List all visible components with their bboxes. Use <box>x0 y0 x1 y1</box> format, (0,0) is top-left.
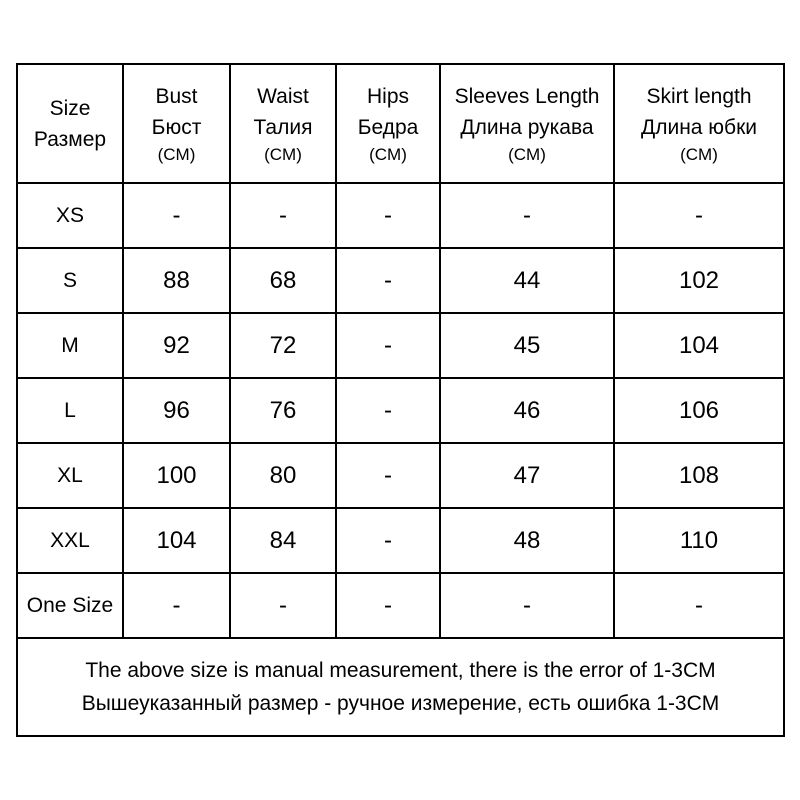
bust-value: - <box>123 183 230 248</box>
header-hips-en: Hips <box>366 84 409 108</box>
hips-value: - <box>336 508 440 573</box>
header-bust <box>123 65 230 183</box>
sleeves-value: 47 <box>440 443 614 508</box>
skirt-value: 106 <box>614 378 783 443</box>
size-chart <box>16 63 785 737</box>
table-row <box>18 313 783 378</box>
header-skirt-ru: Длина юбки <box>640 115 757 139</box>
size-label: M <box>18 313 123 378</box>
bust-value: - <box>123 573 230 638</box>
table-row <box>18 508 783 573</box>
size-label: L <box>18 378 123 443</box>
size-label: One Size <box>18 573 123 638</box>
header-hips <box>336 65 440 183</box>
header-size-en: Size <box>49 96 91 120</box>
table-row <box>18 443 783 508</box>
measurement-note <box>18 637 783 735</box>
size-label: XL <box>18 443 123 508</box>
header-bust-en: Bust <box>155 84 198 108</box>
bust-value: 96 <box>123 378 230 443</box>
waist-value: - <box>230 183 336 248</box>
sleeves-value: - <box>440 183 614 248</box>
hips-value: - <box>336 443 440 508</box>
waist-value: 76 <box>230 378 336 443</box>
skirt-value: - <box>614 183 783 248</box>
header-sleeves-en: Sleeves Length <box>454 84 600 108</box>
header-waist-unit: (CM) <box>264 144 302 164</box>
hips-value: - <box>336 183 440 248</box>
bust-value: 88 <box>123 248 230 313</box>
header-skirt-unit: (CM) <box>680 144 718 164</box>
table-row <box>18 573 783 638</box>
table-row <box>18 183 783 248</box>
header-size <box>18 65 123 183</box>
header-skirt-en: Skirt length <box>646 84 752 108</box>
bust-value: 100 <box>123 443 230 508</box>
bust-value: 104 <box>123 508 230 573</box>
skirt-value: 102 <box>614 248 783 313</box>
skirt-value: 108 <box>614 443 783 508</box>
waist-value: 84 <box>230 508 336 573</box>
header-bust-unit: (CM) <box>157 144 196 164</box>
header-hips-unit: (CM) <box>369 144 407 164</box>
sleeves-value: 48 <box>440 508 614 573</box>
size-label: S <box>18 248 123 313</box>
waist-value: 72 <box>230 313 336 378</box>
header-skirt-length <box>614 65 783 183</box>
sleeves-value: 45 <box>440 313 614 378</box>
header-waist <box>230 65 336 183</box>
header-waist-en: Waist <box>257 84 309 108</box>
waist-value: - <box>230 573 336 638</box>
header-hips-ru: Бедра <box>357 115 419 139</box>
table-row <box>18 248 783 313</box>
size-label: XS <box>18 183 123 248</box>
size-table <box>18 65 783 639</box>
sleeves-value: 46 <box>440 378 614 443</box>
header-waist-ru: Талия <box>253 115 313 139</box>
waist-value: 68 <box>230 248 336 313</box>
bust-value: 92 <box>123 313 230 378</box>
size-label: XXL <box>18 508 123 573</box>
skirt-value: 110 <box>614 508 783 573</box>
header-row <box>18 65 783 183</box>
header-sleeves-ru: Длина рукава <box>460 115 594 139</box>
note-english: The above size is manual measurement, there is the error of 1-3CM <box>85 659 716 682</box>
hips-value: - <box>336 313 440 378</box>
waist-value: 80 <box>230 443 336 508</box>
skirt-value: - <box>614 573 783 638</box>
sleeves-value: - <box>440 573 614 638</box>
note-russian: Вышеуказанный размер - ручное измерение, есть ошибка 1-3CM <box>81 692 720 715</box>
header-size-ru: Размер <box>33 127 107 151</box>
header-sleeves-unit: (CM) <box>508 144 546 164</box>
header-sleeves-length <box>440 65 614 183</box>
skirt-value: 104 <box>614 313 783 378</box>
sleeves-value: 44 <box>440 248 614 313</box>
hips-value: - <box>336 378 440 443</box>
hips-value: - <box>336 248 440 313</box>
header-bust-ru: Бюст <box>151 115 202 139</box>
table-row <box>18 378 783 443</box>
hips-value: - <box>336 573 440 638</box>
